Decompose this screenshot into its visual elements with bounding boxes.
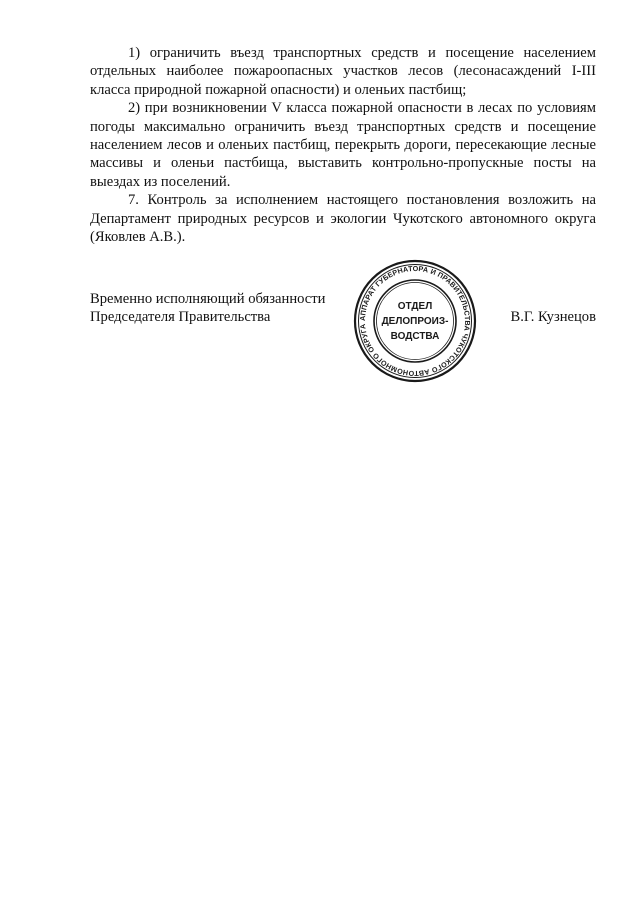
seal-ring-text: АППАРАТ ГУБЕРНАТОРА И ПРАВИТЕЛЬСТВА ЧУКОТСКОГО АВТОНОМНОГО ОКРУГА	[357, 263, 473, 379]
document-body	[90, 44, 596, 246]
official-seal-stamp	[353, 259, 477, 383]
signatory-position-line-1: Временно исполняющий обязанности	[90, 291, 326, 307]
seal-center-line-1: ОТДЕЛ	[397, 301, 433, 312]
seal-center-line-2: ДЕЛОПРОИЗ-	[381, 316, 449, 327]
paragraph-item-7: 7. Контроль за исполнением настоящего постановления возложить на Департамент природных ресурсов и экологии Чукотского автономного округа (Яковлев А.В.).	[90, 192, 596, 246]
signatory-name: В.Г. Кузнецов	[510, 309, 596, 325]
signatory-position-line-2: Председателя Правительства	[90, 309, 271, 326]
paragraph-item-1: 1) ограничить въезд транспортных средств и посещение населением отдельных наиболее пожароопасных участков лесов (лесонасаждений I-III класса природной пожарной опасности) и оленьих пастбищ;	[90, 45, 596, 98]
seal-center-line-3: ВОДСТВА	[390, 331, 440, 342]
seal-graphic	[353, 259, 477, 383]
signatory-position	[90, 290, 325, 327]
paragraph-item-2: 2) при возникновении V класса пожарной опасности в лесах по условиям погоды максимально ограничить въезд транспортных средств и посещение населением лесов и оленьих пастбищ, перекрыть дороги, пересекающие лесные массивы и оленьи пастбища, выставить контрольно-пропускные посты на выездах из поселений.	[90, 100, 596, 190]
signature-block	[90, 263, 596, 380]
